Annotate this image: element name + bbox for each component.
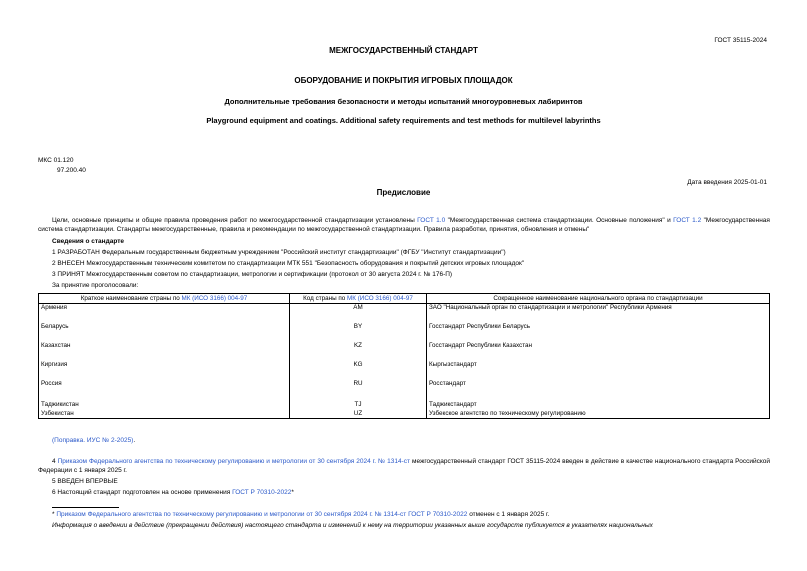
voted-label: За принятие проголосовали: [52, 282, 139, 289]
country-cell: Россия [39, 380, 290, 401]
item-6: 6 Настоящий стандарт подготовлен на основе применения ГОСТ Р 70310-2022* [52, 489, 294, 496]
mks-code: МКС 01.120 [38, 157, 74, 164]
item-5: 5 ВВЕДЕН ВПЕРВЫЕ [52, 478, 118, 485]
item-4: 4 Приказом Федерального агентства по техническому регулированию и метрологии от 30 сентября 2024 г. № 1314-ст межгосударственный стандарт ГОСТ 35115-2024 введен в действие в качестве национального стандарта Российской Федерации с 1 января 2025 г. [38, 458, 770, 474]
doc-code: ГОСТ 35115-2024 [714, 37, 767, 44]
preface-text-3: "Межгосударственная система стандартизации. Стандарты межгосударственные, правила и рекомендации по межгосударственной стандартизации. Правила разработки, принятия, обновления и отмены" [38, 217, 770, 233]
body-cell: Госстандарт Республики Казахстан [427, 342, 770, 361]
footnote-info: Информация о введении в действие (прекращении действия) настоящего стандарта и изменений к нему на территории указанных выше государств публикуется в указателях национальных [52, 522, 653, 529]
table-row [39, 323, 770, 342]
code-cell: KZ [290, 342, 427, 361]
country-cell: Узбекистан [39, 410, 290, 419]
code-cell: UZ [290, 410, 427, 419]
table-row [39, 401, 770, 410]
preface-text-1: Цели, основные принципы и общие правила проведения работ по межгосударственной стандартизации установлены [52, 217, 418, 224]
table-row [39, 342, 770, 361]
body-cell: Таджикстандарт [427, 401, 770, 410]
body-cell: Росстандарт [427, 380, 770, 401]
mk-iso-link-2[interactable]: МК (ИСО 3166) 004-97 [347, 295, 413, 302]
mk-iso-link[interactable]: МК (ИСО 3166) 004-97 [181, 295, 248, 302]
country-cell: Таджикистан [39, 401, 290, 410]
item-2: 2 ВНЕСЕН Межгосударственным техническим комитетом по стандартизации МТК 551 "Безопасность оборудования и покрытий детских игровых площадок" [52, 260, 525, 267]
standard-type: МЕЖГОСУДАРСТВЕННЫЙ СТАНДАРТ [329, 46, 478, 55]
item-3: 3 ПРИНЯТ Межгосударственным советом по стандартизации, метрологии и сертификации (протокол от 30 августа 2024 г. № 176-П) [52, 271, 453, 278]
table-row [39, 304, 770, 323]
code-cell: RU [290, 380, 427, 401]
info-heading: Сведения о стандарте [52, 238, 125, 245]
amendment-note: (Поправка. ИУС № 2-2025). [52, 437, 136, 444]
gost-1-0-link[interactable]: ГОСТ 1.0 [417, 217, 446, 224]
body-cell: Узбекское агентство по техническому регулированию [427, 410, 770, 419]
body-cell: Кыргызстандарт [427, 361, 770, 380]
code-cell: TJ [290, 401, 427, 410]
col-body-header: Сокращенное наименование национального органа по стандартизации [427, 294, 770, 304]
country-cell: Казахстан [39, 342, 290, 361]
footnote-order-link[interactable]: Приказом Федерального агентства по техническому регулированию и метрологии от 30 сентября 2024 г. № 1314-ст ГОСТ Р 70310-2022 [56, 511, 468, 518]
document-title: ОБОРУДОВАНИЕ И ПОКРЫТИЯ ИГРОВЫХ ПЛОЩАДОК [294, 76, 513, 85]
table-row [39, 410, 770, 419]
gost-1-2-link[interactable]: ГОСТ 1.2 [673, 217, 702, 224]
order-link[interactable]: Приказом Федерального агентства по техническому регулированию и метрологии от 30 сентября 2024 г. № 1314-ст [57, 458, 410, 465]
table-header-row [39, 294, 770, 304]
table-row [39, 361, 770, 380]
body-cell: ЗАО "Национальный орган по стандартизации и метрологии" Республики Армения [427, 304, 770, 323]
item-1: 1 РАЗРАБОТАН Федеральным государственным бюджетным учреждением "Российский институт стандартизации" (ФГБУ "Институт стандартизации") [52, 249, 506, 256]
body-cell: Госстандарт Республики Беларусь [427, 323, 770, 342]
amendment-link[interactable]: (Поправка. ИУС № 2-2025) [52, 437, 134, 444]
table-row [39, 380, 770, 401]
intro-date: Дата введения 2025-01-01 [687, 179, 767, 186]
preface-text-2: "Межгосударственная система стандартизации. Основные положения" и [445, 217, 674, 224]
col-code-header: Код страны по МК (ИСО 3166) 004-97 [290, 294, 427, 304]
country-cell: Армения [39, 304, 290, 323]
code-cell: BY [290, 323, 427, 342]
mks-code-2: 97.200.40 [57, 167, 86, 174]
document-subtitle: Дополнительные требования безопасности и методы испытаний многоуровневых лабиринтов [224, 97, 583, 106]
preface-heading: Предисловие [376, 188, 431, 197]
country-cell: Беларусь [39, 323, 290, 342]
footnote-separator [52, 507, 119, 508]
countries-table [38, 293, 770, 419]
col-country-header: Краткое наименование страны по МК (ИСО 3166) 004-97 [39, 294, 290, 304]
country-cell: Киргизия [39, 361, 290, 380]
gost-r-70310-link[interactable]: ГОСТ Р 70310-2022 [232, 489, 292, 496]
code-cell: KG [290, 361, 427, 380]
preface-paragraph [38, 216, 770, 234]
document-title-en: Playground equipment and coatings. Additional safety requirements and test methods for multilevel labyrinths [206, 116, 601, 125]
code-cell: AM [290, 304, 427, 323]
footnote: * Приказом Федерального агентства по техническому регулированию и метрологии от 30 сентября 2024 г. № 1314-ст ГОСТ Р 70310-2022 отменен с 1 января 2025 г. [52, 511, 550, 518]
